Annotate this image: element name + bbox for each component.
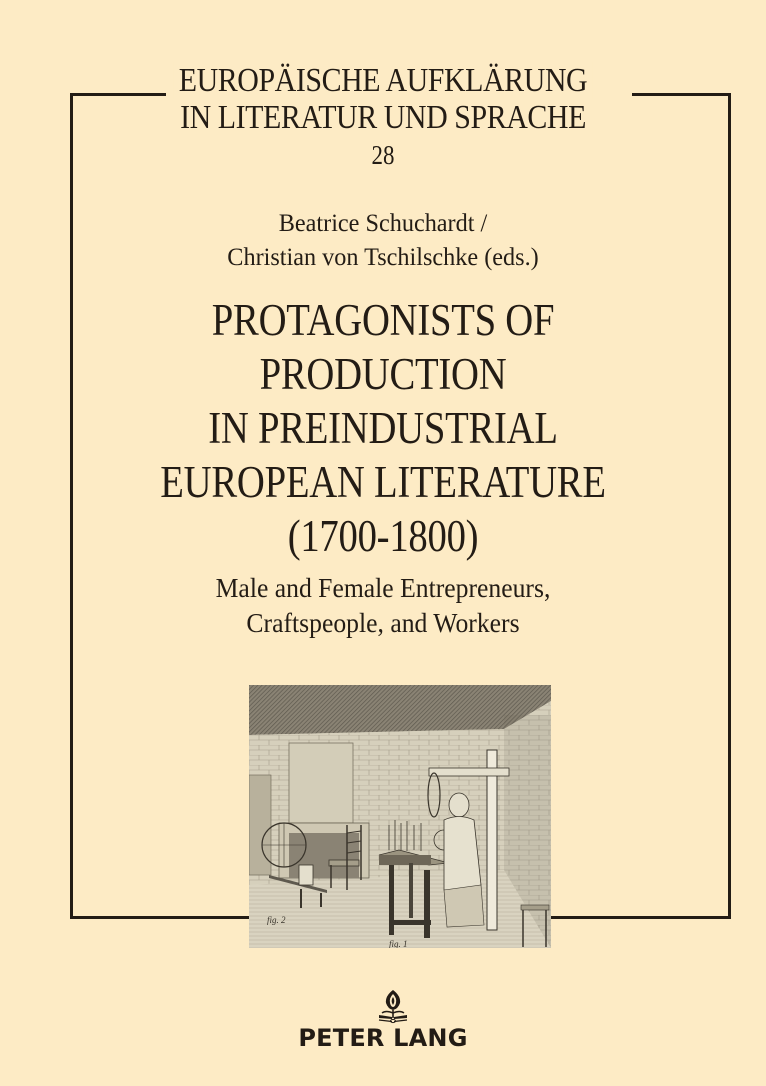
subtitle-line-2: Craftspeople, and Workers: [246, 608, 520, 638]
title-line-3: IN PREINDUSTRIAL: [208, 403, 558, 453]
title-line-1: PROTAGONISTS OF: [211, 295, 555, 345]
frame-bottom-right: [551, 916, 731, 919]
series-title-text-1: EUROPÄISCHE AUFKLÄRUNG: [174, 62, 593, 99]
flower-book-icon: [378, 988, 408, 1024]
publisher-name: PETER LANG: [298, 1024, 468, 1052]
caption-fig-2: fig. 2: [267, 915, 286, 925]
editor-line-1: Beatrice Schuchardt /: [278, 208, 488, 237]
title-line-2: PRODUCTION: [259, 349, 507, 399]
caption-fig-1: fig. 1: [389, 939, 408, 948]
title-line-4: EUROPEAN LITERATURE: [160, 457, 606, 507]
book-title: [54, 293, 713, 563]
series-volume-number: 28: [371, 140, 395, 170]
book-subtitle: [19, 571, 747, 641]
editor-line-2: Christian von Tschilschke (eds.): [227, 242, 539, 271]
series-title-line-2: [46, 99, 720, 136]
subtitle-line-1: Male and Female Entrepreneurs,: [215, 573, 551, 603]
title-line-5: (1700-1800): [287, 511, 479, 561]
engraving-image: [249, 685, 551, 948]
frame-bottom-left: [70, 916, 250, 919]
series-title-line-1: [46, 62, 720, 99]
editors: [19, 206, 747, 274]
series-title-text-2: IN LITERATUR UND SPRACHE: [175, 99, 591, 136]
cover-illustration: [249, 685, 551, 948]
